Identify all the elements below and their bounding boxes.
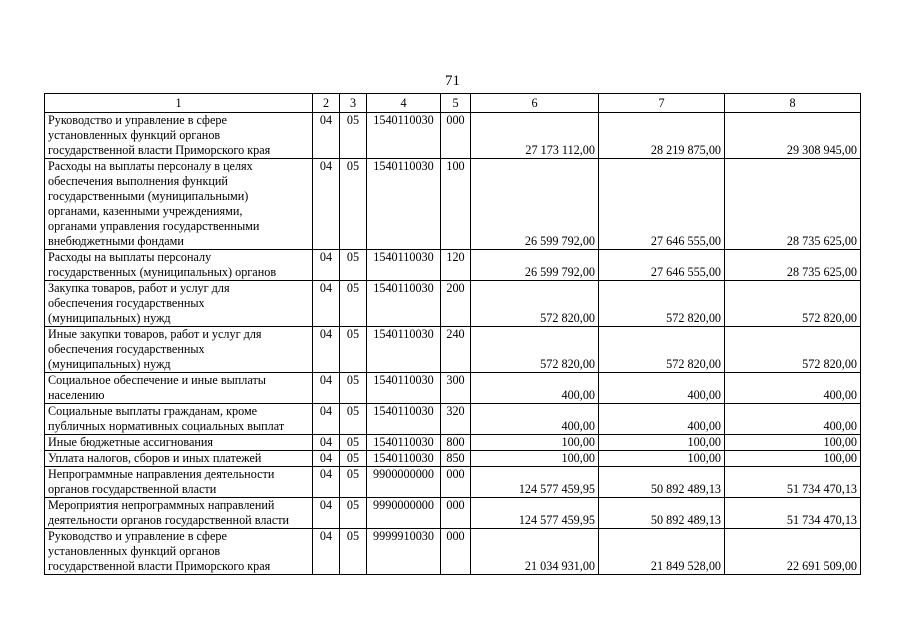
- row-description-line: Непрограммные направления деятельности: [48, 467, 275, 481]
- target-article-code: 9900000000: [367, 467, 441, 498]
- subsection-code: 05: [340, 250, 367, 281]
- column-header: 1: [45, 94, 313, 113]
- row-description-line: Закупка товаров, работ и услуг для: [48, 281, 230, 295]
- table-row: [45, 113, 861, 159]
- amount-col-8: 51 734 470,13: [725, 467, 861, 498]
- section-code: 04: [313, 250, 340, 281]
- row-description-line: внебюджетными фондами: [48, 234, 184, 248]
- subsection-code: 05: [340, 467, 367, 498]
- budget-table: [44, 93, 861, 575]
- amount-col-6: 572 820,00: [471, 327, 599, 373]
- subsection-code: 05: [340, 113, 367, 159]
- row-description: [45, 435, 313, 451]
- section-code: 04: [313, 373, 340, 404]
- row-description-line: государственных (муниципальных) органов: [48, 265, 277, 279]
- amount-col-6: 400,00: [471, 373, 599, 404]
- section-code: 04: [313, 159, 340, 250]
- row-description-line: Иные закупки товаров, работ и услуг для: [48, 327, 262, 341]
- amount-col-7: 28 219 875,00: [599, 113, 725, 159]
- amount-col-8: 572 820,00: [725, 327, 861, 373]
- row-description-line: населению: [48, 388, 105, 402]
- row-description: [45, 373, 313, 404]
- row-description-line: государственной власти Приморского края: [48, 143, 271, 157]
- row-description: [45, 529, 313, 575]
- amount-col-6: 572 820,00: [471, 281, 599, 327]
- row-description-line: публичных нормативных социальных выплат: [48, 419, 285, 433]
- row-description-line: Социальные выплаты гражданам, кроме: [48, 404, 258, 418]
- subsection-code: 05: [340, 529, 367, 575]
- row-description: [45, 451, 313, 467]
- amount-col-6: 21 034 931,00: [471, 529, 599, 575]
- target-article-code: 1540110030: [367, 159, 441, 250]
- section-code: 04: [313, 529, 340, 575]
- amount-col-6: 400,00: [471, 404, 599, 435]
- subsection-code: 05: [340, 159, 367, 250]
- subsection-code: 05: [340, 281, 367, 327]
- table-row: [45, 404, 861, 435]
- table-row: [45, 281, 861, 327]
- row-description-line: Иные бюджетные ассигнования: [48, 435, 214, 449]
- row-description-line: установленных функций органов: [48, 128, 221, 142]
- subsection-code: 05: [340, 498, 367, 529]
- amount-col-8: 400,00: [725, 373, 861, 404]
- row-description: [45, 159, 313, 250]
- row-description: [45, 404, 313, 435]
- section-code: 04: [313, 281, 340, 327]
- subsection-code: 05: [340, 327, 367, 373]
- section-code: 04: [313, 327, 340, 373]
- row-description: [45, 467, 313, 498]
- page-number: 71: [445, 73, 460, 89]
- row-description-line: Расходы на выплаты персоналу: [48, 250, 212, 264]
- table-row: [45, 327, 861, 373]
- table-row: [45, 159, 861, 250]
- row-description-line: обеспечения выполнения функций: [48, 174, 228, 188]
- column-header: 2: [313, 94, 340, 113]
- section-code: 04: [313, 435, 340, 451]
- amount-col-6: 26 599 792,00: [471, 159, 599, 250]
- table-row: [45, 529, 861, 575]
- row-description-line: Расходы на выплаты персоналу в целях: [48, 159, 253, 173]
- target-article-code: 1540110030: [367, 113, 441, 159]
- amount-col-7: 100,00: [599, 451, 725, 467]
- target-article-code: 1540110030: [367, 373, 441, 404]
- table-row: [45, 435, 861, 451]
- amount-col-6: 124 577 459,95: [471, 467, 599, 498]
- subsection-code: 05: [340, 451, 367, 467]
- expense-type-code: 240: [441, 327, 471, 373]
- row-description-line: органов государственной власти: [48, 482, 217, 496]
- expense-type-code: 200: [441, 281, 471, 327]
- amount-col-7: 400,00: [599, 404, 725, 435]
- amount-col-6: 100,00: [471, 451, 599, 467]
- expense-type-code: 000: [441, 529, 471, 575]
- expense-type-code: 320: [441, 404, 471, 435]
- subsection-code: 05: [340, 435, 367, 451]
- header-row: [45, 94, 861, 113]
- row-description-line: деятельности органов государственной власти: [48, 513, 290, 527]
- row-description-line: (муниципальных) нужд: [48, 311, 171, 325]
- column-header: 8: [725, 94, 861, 113]
- expense-type-code: 000: [441, 113, 471, 159]
- amount-col-7: 50 892 489,13: [599, 498, 725, 529]
- row-description-line: Мероприятия непрограммных направлений: [48, 498, 275, 512]
- amount-col-7: 400,00: [599, 373, 725, 404]
- amount-col-8: 28 735 625,00: [725, 250, 861, 281]
- table-row: [45, 451, 861, 467]
- section-code: 04: [313, 467, 340, 498]
- table-row: [45, 373, 861, 404]
- row-description: [45, 327, 313, 373]
- target-article-code: 9999910030: [367, 529, 441, 575]
- amount-col-8: 29 308 945,00: [725, 113, 861, 159]
- row-description: [45, 281, 313, 327]
- column-header: 6: [471, 94, 599, 113]
- expense-type-code: 100: [441, 159, 471, 250]
- amount-col-8: 100,00: [725, 451, 861, 467]
- row-description-line: органами, казенными учреждениями,: [48, 204, 243, 218]
- target-article-code: 1540110030: [367, 250, 441, 281]
- section-code: 04: [313, 404, 340, 435]
- amount-col-7: 27 646 555,00: [599, 159, 725, 250]
- subsection-code: 05: [340, 404, 367, 435]
- target-article-code: 1540110030: [367, 281, 441, 327]
- subsection-code: 05: [340, 373, 367, 404]
- row-description: [45, 113, 313, 159]
- row-description-line: обеспечения государственных: [48, 296, 205, 310]
- section-code: 04: [313, 113, 340, 159]
- amount-col-8: 100,00: [725, 435, 861, 451]
- amount-col-7: 572 820,00: [599, 327, 725, 373]
- row-description-line: Руководство и управление в сфере: [48, 113, 227, 127]
- row-description-line: установленных функций органов: [48, 544, 221, 558]
- column-header: 3: [340, 94, 367, 113]
- amount-col-6: 100,00: [471, 435, 599, 451]
- row-description-line: Уплата налогов, сборов и иных платежей: [48, 451, 262, 465]
- row-description-line: Социальное обеспечение и иные выплаты: [48, 373, 266, 387]
- row-description-line: обеспечения государственных: [48, 342, 205, 356]
- target-article-code: 1540110030: [367, 327, 441, 373]
- amount-col-7: 21 849 528,00: [599, 529, 725, 575]
- amount-col-8: 51 734 470,13: [725, 498, 861, 529]
- section-code: 04: [313, 498, 340, 529]
- amount-col-7: 100,00: [599, 435, 725, 451]
- amount-col-6: 124 577 459,95: [471, 498, 599, 529]
- amount-col-8: 22 691 509,00: [725, 529, 861, 575]
- section-code: 04: [313, 451, 340, 467]
- target-article-code: 9990000000: [367, 498, 441, 529]
- column-header: 5: [441, 94, 471, 113]
- row-description-line: государственной власти Приморского края: [48, 559, 271, 573]
- expense-type-code: 120: [441, 250, 471, 281]
- row-description-line: Руководство и управление в сфере: [48, 529, 227, 543]
- row-description: [45, 250, 313, 281]
- target-article-code: 1540110030: [367, 404, 441, 435]
- expense-type-code: 800: [441, 435, 471, 451]
- target-article-code: 1540110030: [367, 451, 441, 467]
- amount-col-6: 27 173 112,00: [471, 113, 599, 159]
- row-description-line: государственными (муниципальными): [48, 189, 249, 203]
- target-article-code: 1540110030: [367, 435, 441, 451]
- amount-col-8: 28 735 625,00: [725, 159, 861, 250]
- expense-type-code: 000: [441, 467, 471, 498]
- row-description: [45, 498, 313, 529]
- table-row: [45, 467, 861, 498]
- table-row: [45, 498, 861, 529]
- expense-type-code: 850: [441, 451, 471, 467]
- amount-col-7: 50 892 489,13: [599, 467, 725, 498]
- row-description-line: (муниципальных) нужд: [48, 357, 171, 371]
- amount-col-7: 27 646 555,00: [599, 250, 725, 281]
- expense-type-code: 000: [441, 498, 471, 529]
- amount-col-8: 400,00: [725, 404, 861, 435]
- table-row: [45, 250, 861, 281]
- amount-col-6: 26 599 792,00: [471, 250, 599, 281]
- column-header: 7: [599, 94, 725, 113]
- amount-col-8: 572 820,00: [725, 281, 861, 327]
- row-description-line: органами управления государственными: [48, 219, 260, 233]
- column-header: 4: [367, 94, 441, 113]
- expense-type-code: 300: [441, 373, 471, 404]
- amount-col-7: 572 820,00: [599, 281, 725, 327]
